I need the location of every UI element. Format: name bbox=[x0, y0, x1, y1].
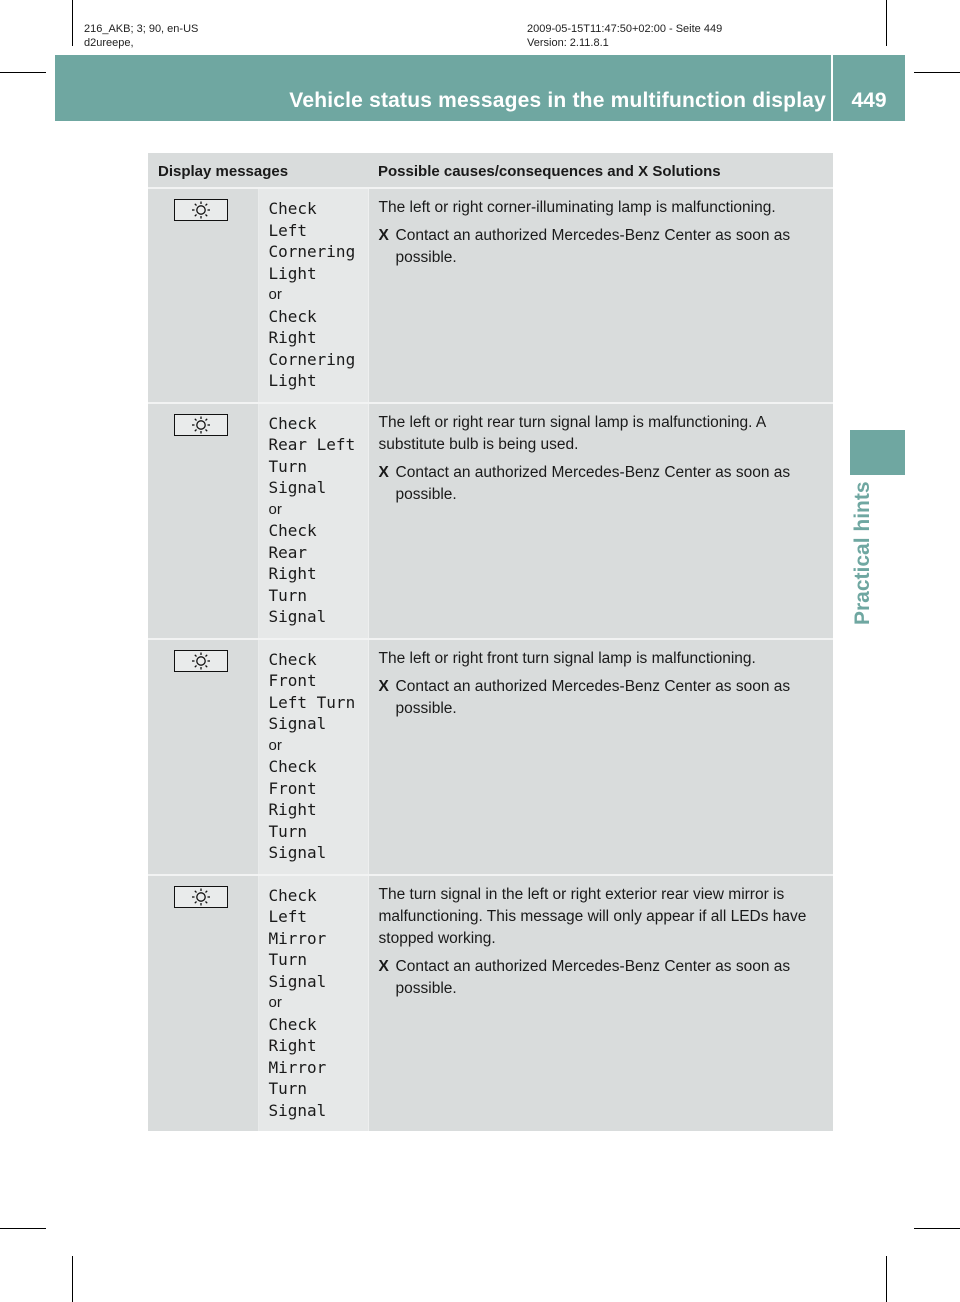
display-message-line: Check bbox=[268, 649, 317, 669]
header-solutions-text: Solutions bbox=[648, 163, 721, 180]
display-message-line: Mirror bbox=[268, 928, 327, 948]
solution-text: Contact an authorized Mercedes-Benz Center as soon as possible. bbox=[395, 227, 791, 266]
display-message-line: Light bbox=[268, 371, 317, 390]
display-message-line: Check bbox=[268, 757, 317, 776]
display-message-cell bbox=[258, 188, 368, 403]
display-message-line: Check bbox=[268, 1014, 317, 1034]
display-message-cell bbox=[258, 639, 368, 875]
solution-text: Contact an authorized Mercedes-Benz Center as soon as possible. bbox=[395, 677, 791, 717]
display-message-line: Turn bbox=[268, 821, 308, 841]
side-tab-block bbox=[850, 430, 905, 475]
cause-solution bbox=[369, 189, 833, 277]
cause-text: The left or right front turn signal lamp is malfunctioning. bbox=[378, 649, 756, 667]
display-message-line: Check bbox=[268, 521, 317, 540]
display-message-line: Signal bbox=[268, 1100, 327, 1120]
header-separator bbox=[831, 55, 833, 121]
crop-mark bbox=[0, 1228, 46, 1229]
bulb-warning-icon-glyph bbox=[190, 652, 212, 670]
bulb-warning-icon-glyph bbox=[190, 201, 212, 219]
icon-cell bbox=[148, 875, 258, 1132]
display-message-or: or bbox=[268, 994, 282, 1011]
cause-solution bbox=[369, 640, 833, 728]
header-display-messages: Display messages bbox=[148, 153, 368, 188]
display-message-line: Light bbox=[268, 263, 317, 283]
cause-solution-cell bbox=[368, 639, 833, 875]
arrow-x-icon: X bbox=[378, 227, 389, 244]
table-row bbox=[148, 403, 833, 639]
display-message-line: Turn bbox=[268, 585, 308, 605]
print-meta-left bbox=[84, 22, 198, 50]
crop-mark bbox=[914, 72, 960, 73]
display-message-line: Check bbox=[268, 885, 317, 905]
page-number: 449 bbox=[851, 89, 887, 112]
bulb-warning-icon bbox=[174, 886, 228, 908]
display-message-line: Right bbox=[268, 1036, 317, 1055]
display-message-cell bbox=[258, 875, 368, 1132]
cause-solution bbox=[369, 876, 833, 1008]
cause-solution bbox=[369, 404, 833, 514]
icon-cell bbox=[148, 639, 258, 875]
side-tab bbox=[842, 480, 882, 625]
display-message-line: Cornering bbox=[268, 242, 356, 261]
crop-mark bbox=[886, 1256, 887, 1302]
display-message-line: Mirror bbox=[268, 1057, 327, 1077]
display-message-or: or bbox=[268, 286, 282, 303]
display-message-line: Rear Left bbox=[268, 435, 356, 454]
meta-right-line2: Version: 2.11.8.1 bbox=[527, 37, 609, 49]
page-title: Vehicle status messages in the multifunction display bbox=[289, 89, 826, 112]
cause-solution-cell bbox=[368, 188, 833, 403]
display-message-line: Signal bbox=[268, 714, 327, 733]
display-message-line: Left bbox=[268, 907, 308, 926]
display-message bbox=[259, 876, 368, 1132]
display-message-line: Turn bbox=[268, 950, 308, 969]
display-message bbox=[259, 640, 368, 874]
solution-step bbox=[379, 956, 827, 1000]
cause-text: The left or right rear turn signal lamp is malfunctioning. A substitute bulb is being used. bbox=[378, 413, 766, 453]
cause-text: The turn signal in the left or right exterior rear view mirror is malfunctioning. This message will only appear if all LEDs have stopped working. bbox=[378, 885, 807, 947]
icon-cell bbox=[148, 188, 258, 403]
display-message-line: Signal bbox=[268, 843, 327, 862]
meta-left-line2: d2ureepe, bbox=[84, 37, 134, 49]
cause-solution-cell bbox=[368, 403, 833, 639]
display-message-line: Turn bbox=[268, 456, 308, 476]
display-message-line: Rear bbox=[268, 542, 308, 562]
bulb-warning-icon bbox=[174, 414, 228, 436]
display-message-line: Turn bbox=[268, 1079, 308, 1098]
crop-mark bbox=[72, 1256, 73, 1302]
display-message-line: Right bbox=[268, 564, 317, 583]
crop-mark bbox=[914, 1228, 960, 1229]
solution-text: Contact an authorized Mercedes-Benz Center as soon as possible. bbox=[395, 957, 791, 997]
bulb-warning-icon-glyph bbox=[190, 416, 212, 434]
cause-solution-cell bbox=[368, 875, 833, 1132]
crop-mark bbox=[886, 0, 887, 46]
display-message-line: Front bbox=[268, 778, 317, 798]
arrow-x-icon: X bbox=[378, 677, 389, 695]
solution-step bbox=[379, 676, 827, 720]
display-message-line: Signal bbox=[268, 607, 327, 626]
arrow-x-icon: X bbox=[378, 957, 389, 975]
display-message-line: Signal bbox=[268, 478, 327, 497]
header-causes-solutions bbox=[368, 153, 833, 188]
display-message-line: Cornering bbox=[268, 349, 356, 369]
display-message bbox=[259, 189, 368, 402]
crop-mark bbox=[72, 0, 73, 46]
table-row bbox=[148, 639, 833, 875]
table-header-row bbox=[148, 153, 833, 188]
meta-right-line1: 2009-05-15T11:47:50+02:00 - Seite 449 bbox=[527, 23, 723, 35]
icon-cell bbox=[148, 403, 258, 639]
display-message bbox=[259, 404, 368, 638]
table-row bbox=[148, 188, 833, 403]
header-causes-text: Possible causes/consequences and bbox=[378, 163, 639, 180]
solution-step bbox=[379, 225, 827, 269]
display-message-line: Check bbox=[268, 413, 317, 433]
solution-text: Contact an authorized Mercedes-Benz Center as soon as possible. bbox=[395, 463, 791, 503]
display-message-line: Check bbox=[268, 306, 317, 326]
table-row bbox=[148, 875, 833, 1132]
display-message-cell bbox=[258, 403, 368, 639]
display-message-or: or bbox=[268, 500, 282, 518]
bulb-warning-icon-glyph bbox=[190, 888, 212, 906]
cause-text: The left or right corner-illuminating lamp is malfunctioning. bbox=[378, 199, 776, 216]
crop-mark bbox=[0, 72, 46, 73]
arrow-x-icon: X bbox=[378, 463, 389, 481]
display-message-line: Right bbox=[268, 328, 317, 347]
display-message-line: Left Turn bbox=[268, 692, 356, 712]
display-message-line: Check bbox=[268, 199, 317, 218]
print-meta-right bbox=[527, 22, 722, 50]
bulb-warning-icon bbox=[174, 199, 228, 221]
meta-left-line1: 216_AKB; 3; 90, en-US bbox=[84, 23, 199, 35]
display-message-line: Right bbox=[268, 800, 317, 819]
display-message-line: Signal bbox=[268, 971, 327, 991]
display-message-line: Left bbox=[268, 220, 308, 240]
status-messages-table bbox=[148, 153, 833, 1131]
side-tab-label: Practical hints bbox=[851, 481, 874, 625]
display-message-line: Front bbox=[268, 671, 317, 690]
bulb-warning-icon bbox=[174, 650, 228, 672]
display-message-or: or bbox=[268, 736, 282, 754]
arrow-x-icon: X bbox=[638, 163, 649, 180]
solution-step bbox=[379, 462, 827, 506]
